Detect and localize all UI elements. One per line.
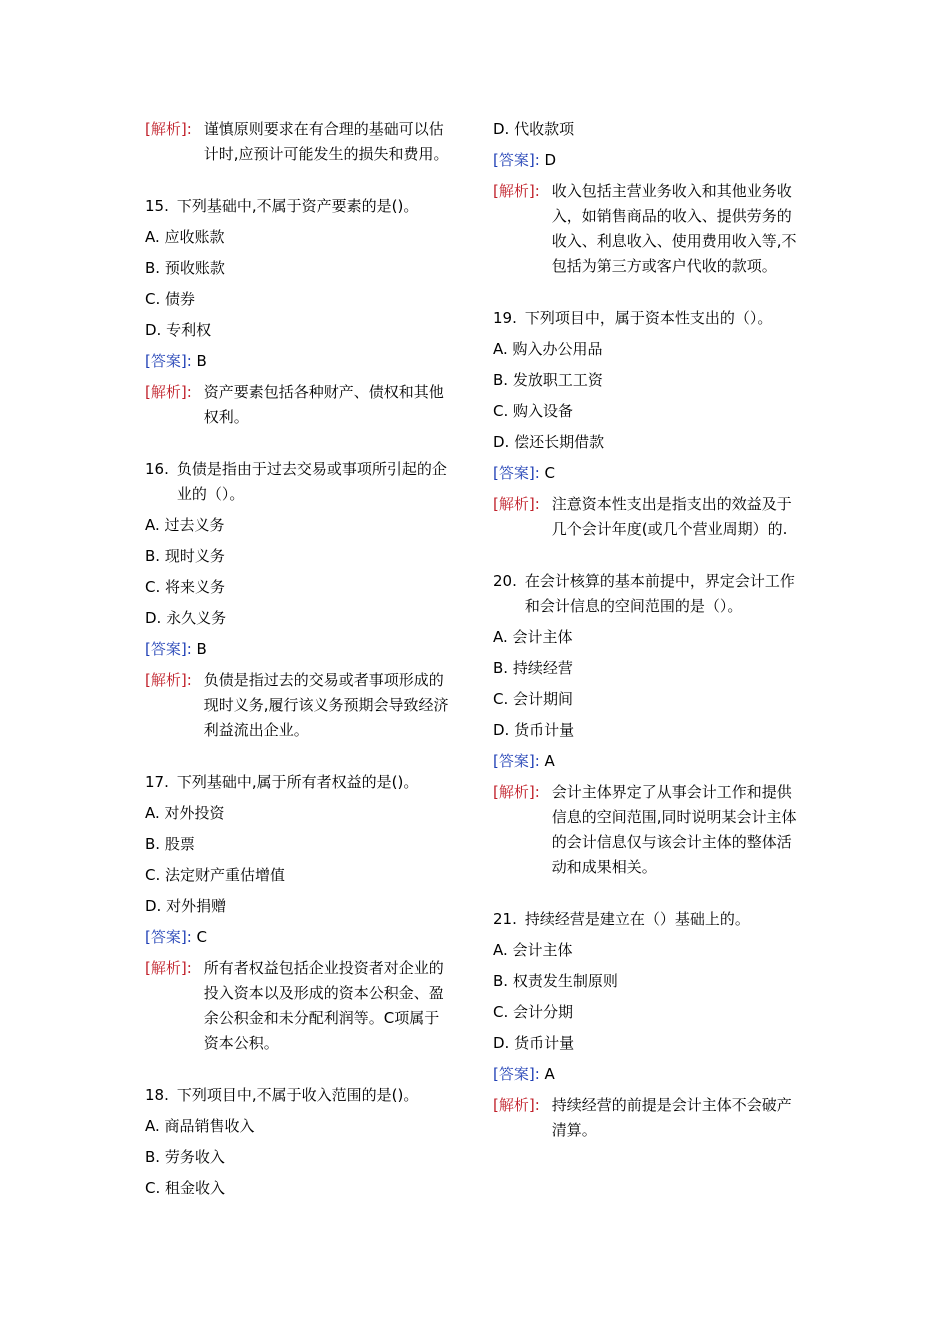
answer-q17	[145, 922, 450, 953]
explanation-label: [解析]:	[145, 671, 192, 689]
option-b: B. 现时义务	[145, 547, 225, 565]
question-16	[145, 457, 450, 507]
answer-label: [答案]:	[145, 640, 192, 658]
option-b: B. 发放职工工资	[493, 371, 603, 389]
option-c: C. 将来义务	[145, 578, 226, 596]
option-a: A. 会计主体	[493, 628, 573, 646]
answer-label: [答案]:	[493, 464, 540, 482]
explanation-text: 注意资本性支出是指支出的效益及于几个会计年度(或几个营业周期）的.	[551, 495, 792, 538]
answer-label: [答案]:	[145, 928, 192, 946]
option-b: B. 持续经营	[493, 659, 573, 677]
option-b: B. 权责发生制原则	[493, 972, 618, 990]
question-text: 下列基础中,不属于资产要素的是()。	[176, 197, 419, 215]
question-19	[493, 306, 798, 331]
option-c: C. 债券	[145, 290, 196, 308]
question-text: 下列基础中,属于所有者权益的是()。	[176, 773, 419, 791]
answer-q21	[493, 1059, 798, 1090]
answer-label: [答案]:	[493, 151, 540, 169]
answer-q20	[493, 746, 798, 777]
explanation-q18	[493, 179, 798, 279]
option-d: D. 专利权	[145, 321, 212, 339]
question-number: 19.	[493, 309, 517, 327]
option-d: D. 偿还长期借款	[493, 433, 605, 451]
explanation-text: 所有者权益包括企业投资者对企业的投入资本以及形成的资本公积金、盈余公积金和未分配利润等。C项属于资本公积。	[203, 959, 444, 1052]
explanation-label: [解析]:	[145, 959, 192, 977]
explanation-label: [解析]:	[493, 182, 540, 200]
right-column	[493, 114, 798, 1143]
explanation-q17	[145, 956, 450, 1056]
question-17	[145, 770, 450, 795]
answer-label: [答案]:	[493, 1065, 540, 1083]
option-d: D. 货币计量	[493, 1034, 575, 1052]
answer-value: D	[544, 151, 557, 169]
option-c: C. 租金收入	[145, 1179, 226, 1197]
explanation-q15	[145, 380, 450, 430]
answer-value: C	[196, 928, 208, 946]
answer-label: [答案]:	[145, 352, 192, 370]
explanation-q19	[493, 492, 798, 542]
explanation-label: [解析]:	[493, 495, 540, 513]
option-d: D. 对外捐赠	[145, 897, 227, 915]
left-column	[145, 114, 450, 1204]
question-number: 18.	[145, 1086, 169, 1104]
explanation-label: [解析]:	[493, 1096, 540, 1114]
question-number: 20.	[493, 572, 517, 590]
option-a: A. 对外投资	[145, 804, 225, 822]
option-a: A. 会计主体	[493, 941, 573, 959]
question-21	[493, 907, 798, 932]
explanation-text: 谨慎原则要求在有合理的基础可以估计时,应预计可能发生的损失和费用。	[203, 120, 449, 163]
answer-q15	[145, 346, 450, 377]
question-text: 下列项目中，属于资本性支出的（）。	[524, 309, 773, 327]
answer-q19	[493, 458, 798, 489]
option-d: D. 代收款项	[493, 120, 575, 138]
answer-value: A	[544, 752, 555, 770]
question-text: 持续经营是建立在（）基础上的。	[524, 910, 750, 928]
answer-label: [答案]:	[493, 752, 540, 770]
question-number: 21.	[493, 910, 517, 928]
explanation-text: 持续经营的前提是会计主体不会破产清算。	[551, 1096, 792, 1139]
option-c: C. 会计期间	[493, 690, 574, 708]
answer-value: A	[544, 1065, 555, 1083]
explanation-label: [解析]:	[145, 120, 192, 138]
option-b: B. 股票	[145, 835, 195, 853]
answer-q18	[493, 145, 798, 176]
explanation-q20	[493, 780, 798, 880]
answer-value: B	[196, 352, 207, 370]
option-b: B. 劳务收入	[145, 1148, 225, 1166]
option-a: A. 购入办公用品	[493, 340, 603, 358]
question-number: 16.	[145, 460, 169, 478]
option-a: A. 过去义务	[145, 516, 225, 534]
explanation-q14	[145, 117, 450, 167]
question-text: 负债是指由于过去交易或事项所引起的企业的（）。	[176, 460, 447, 503]
question-15	[145, 194, 450, 219]
explanation-q21	[493, 1093, 798, 1143]
question-number: 15.	[145, 197, 169, 215]
question-text: 下列项目中,不属于收入范围的是()。	[176, 1086, 419, 1104]
question-20	[493, 569, 798, 619]
explanation-label: [解析]:	[145, 383, 192, 401]
explanation-text: 收入包括主营业务收入和其他业务收入，如销售商品的收入、提供劳务的收入、利息收入、使用费用收入等,不包括为第三方或客户代收的款项。	[551, 182, 797, 275]
option-d: D. 货币计量	[493, 721, 575, 739]
explanation-text: 负债是指过去的交易或者事项形成的现时义务,履行该义务预期会导致经济利益流出企业。	[203, 671, 449, 739]
explanation-text: 会计主体界定了从事会计工作和提供信息的空间范围,同时说明某会计主体的会计信息仅与该会计主体的整体活动和成果相关。	[551, 783, 797, 876]
option-b: B. 预收账款	[145, 259, 225, 277]
answer-q16	[145, 634, 450, 665]
question-text: 在会计核算的基本前提中，界定会计工作和会计信息的空间范围的是（）。	[524, 572, 795, 615]
question-18	[145, 1083, 450, 1108]
question-number: 17.	[145, 773, 169, 791]
option-d: D. 永久义务	[145, 609, 227, 627]
option-c: C. 会计分期	[493, 1003, 574, 1021]
option-c: C. 法定财产重估增值	[145, 866, 286, 884]
explanation-label: [解析]:	[493, 783, 540, 801]
explanation-q16	[145, 668, 450, 743]
explanation-text: 资产要素包括各种财产、债权和其他权利。	[203, 383, 444, 426]
answer-value: C	[544, 464, 556, 482]
option-a: A. 应收账款	[145, 228, 225, 246]
answer-value: B	[196, 640, 207, 658]
option-a: A. 商品销售收入	[145, 1117, 255, 1135]
option-c: C. 购入设备	[493, 402, 574, 420]
